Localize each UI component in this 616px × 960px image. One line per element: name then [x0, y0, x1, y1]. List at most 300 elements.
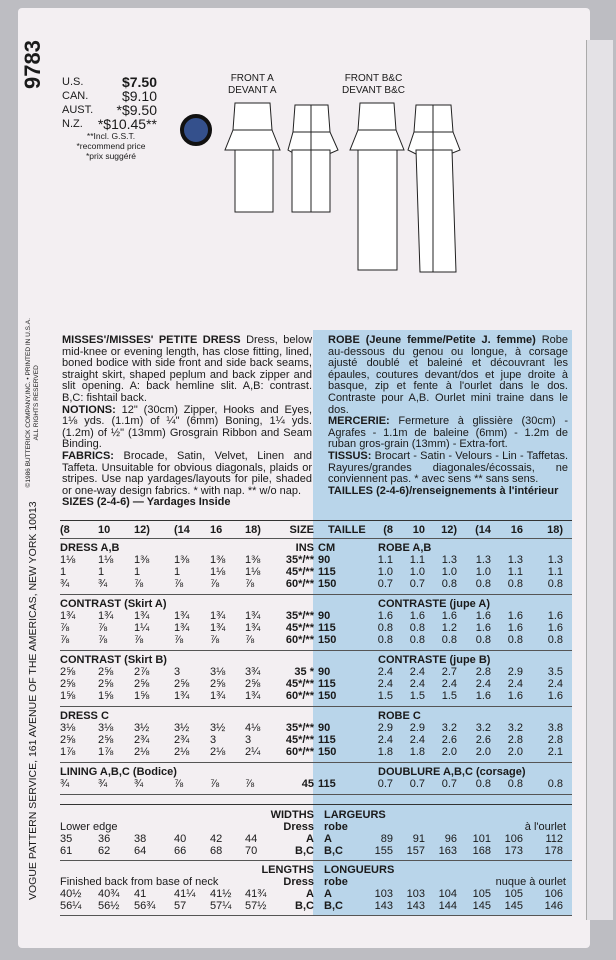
size-value-fr: 1.3	[475, 554, 491, 566]
view-label: B,C	[295, 845, 314, 857]
size-value: 1⅛	[245, 566, 261, 578]
size-value-fr: 168	[472, 845, 491, 857]
size-value-fr: 112	[545, 833, 563, 845]
size-value-fr: 1.0	[441, 566, 457, 578]
size-value: 56¼	[60, 900, 82, 912]
section-label: CONTRAST (Skirt B)	[60, 654, 167, 666]
width-ins: 35*/**	[285, 722, 314, 734]
size-value: (14	[174, 524, 190, 536]
size-value-fr: 0.8	[547, 634, 563, 646]
size-value-fr: 143	[374, 900, 393, 912]
size-value: 1⅜	[210, 554, 226, 566]
section-label-fr: DOUBLURE A,B,C (corsage)	[378, 766, 526, 778]
size-value-fr: 2.9	[409, 722, 425, 734]
size-value: ⅞	[174, 778, 184, 790]
size-value: 1¾	[245, 610, 261, 622]
yardage-row	[60, 778, 572, 790]
size-value-fr: 106	[544, 888, 563, 900]
size-value-fr: 18)	[547, 524, 563, 536]
size-value: ⅞	[210, 578, 220, 590]
dress-label: Dress	[283, 821, 314, 833]
width-cm: 150	[318, 746, 337, 758]
size-value-fr: 2.0	[441, 746, 457, 758]
size-value-fr: 1.2	[441, 622, 457, 634]
size-value-fr: 103	[374, 888, 393, 900]
size-value-fr: 3.2	[441, 722, 457, 734]
french-description	[328, 335, 568, 497]
size-value: 3	[245, 734, 252, 746]
caption-en: FRONT B&C	[344, 73, 403, 84]
size-value-fr: 89	[380, 833, 393, 845]
width-cm: 90	[318, 666, 331, 678]
size-value: ⅞	[174, 578, 184, 590]
size-value: 2⅝	[134, 678, 150, 690]
size-value: 1⅛	[98, 554, 114, 566]
size-value: 1⅛	[60, 554, 76, 566]
size-value: 1¾	[245, 622, 261, 634]
size-value: ⅞	[245, 578, 255, 590]
size-value: 44	[245, 833, 258, 845]
measure-title-en: WIDTHS	[270, 809, 314, 821]
size-value-fr: 143	[406, 900, 425, 912]
size-value: ⅞	[98, 634, 108, 646]
section-label: LINING A,B,C (Bodice)	[60, 766, 177, 778]
size-value-fr: 0.8	[377, 634, 393, 646]
size-value-fr: 2.0	[507, 746, 523, 758]
price-region: CAN.	[62, 90, 89, 102]
size-value: 2⅞	[134, 666, 150, 678]
width-cm: 115	[318, 734, 336, 746]
size-value-fr: 1.6	[547, 622, 563, 634]
size-value: ¾	[98, 778, 108, 790]
width-ins: 60*/**	[285, 578, 314, 590]
size-value: 56¾	[134, 900, 156, 912]
size-value-fr: 0.8	[475, 634, 491, 646]
size-value: 2¼	[245, 746, 261, 758]
size-value: 1⅝	[60, 690, 76, 702]
width-cm: 150	[318, 578, 337, 590]
size-value-fr: 2.4	[409, 678, 425, 690]
view-label-fr: B,C	[324, 900, 343, 912]
publisher-address: VOGUE PATTERN SERVICE, 161 AVENUE OF THE AMERICAS, NEW YORK 10013	[27, 501, 39, 900]
width-ins: 60*/**	[285, 746, 314, 758]
size-value-fr: 1.1	[547, 566, 563, 578]
yardage-row	[60, 722, 572, 734]
size-value-fr: 105	[472, 888, 491, 900]
measure-title	[60, 809, 572, 821]
size-value-fr: 0.8	[507, 634, 523, 646]
size-value: 1	[60, 566, 67, 578]
size-value: ¾	[60, 778, 70, 790]
caption-front-bc	[342, 73, 405, 97]
size-value: 16	[210, 524, 223, 536]
width-ins: 35 *	[294, 666, 314, 678]
size-value-fr: 0.8	[409, 622, 425, 634]
notions-text-fr: Fermeture à glissière (30cm) - Agrafes - 1.1m de baleine (6mm) - 1.2m de ruban gros-grain (13mm) - Extra-fort.	[328, 415, 568, 451]
width-ins: 45	[301, 778, 314, 790]
yardage-row	[60, 622, 572, 634]
measure-title-fr: LARGEURS	[324, 809, 386, 821]
size-value-fr: 12)	[441, 524, 457, 536]
size-value: 61	[60, 845, 73, 857]
price-value: $7.50	[121, 74, 157, 90]
size-value-fr: 1.3	[507, 554, 523, 566]
size-value: 2⅝	[60, 666, 76, 678]
size-value: 41¾	[245, 888, 267, 900]
size-value: 1¾	[210, 690, 226, 702]
size-value: 3⅛	[210, 666, 226, 678]
size-value-fr: 104	[438, 888, 457, 900]
size-value: 1	[174, 566, 181, 578]
size-value-fr: (8	[383, 524, 393, 536]
size-value: 1⅜	[245, 554, 261, 566]
measure-subtitle	[60, 876, 572, 888]
size-value: 57	[174, 900, 187, 912]
size-value: 2¾	[174, 734, 190, 746]
price-value: $9.10	[121, 88, 157, 104]
size-value: 56½	[98, 900, 120, 912]
yardage-row	[60, 610, 572, 622]
size-value-fr: 1.6	[547, 690, 563, 702]
size-value-fr: 0.8	[475, 778, 491, 790]
size-value: ⅞	[134, 634, 144, 646]
caption-front-a	[228, 73, 277, 97]
size-value: 3½	[210, 722, 226, 734]
size-value: 2⅝	[98, 678, 114, 690]
size-value: 41½	[210, 888, 232, 900]
size-value: 1⅞	[98, 746, 114, 758]
size-value: 1¾	[174, 690, 190, 702]
divider	[60, 804, 572, 805]
size-value: ⅞	[210, 634, 220, 646]
size-value-fr: 146	[544, 900, 563, 912]
view-label-fr: B,C	[324, 845, 343, 857]
size-value-fr: 2.4	[475, 678, 491, 690]
size-value: 1¾	[134, 610, 150, 622]
size-value-fr: 0.7	[409, 578, 425, 590]
size-value: ⅞	[134, 578, 144, 590]
width-cm: 115	[318, 678, 336, 690]
size-value-fr: 106	[504, 833, 523, 845]
size-value-fr: 1.6	[547, 610, 563, 622]
size-value: 2⅝	[60, 678, 76, 690]
section-label: DRESS A,B	[60, 542, 120, 554]
caption-fr: DEVANT A	[228, 85, 277, 96]
size-value: 1¾	[210, 610, 226, 622]
size-value: ⅞	[245, 778, 255, 790]
size-value-fr: 2.7	[441, 666, 457, 678]
ins-label: INS	[295, 542, 314, 554]
size-value: ⅞	[245, 634, 255, 646]
size-value-fr: 2.6	[441, 734, 457, 746]
size-value: 68	[210, 845, 223, 857]
size-value: 1¾	[60, 610, 76, 622]
size-value-fr: 1.5	[409, 690, 425, 702]
yardage-row	[60, 566, 572, 578]
size-value-fr: 1.5	[377, 690, 393, 702]
width-cm: 90	[318, 554, 331, 566]
view-label: A	[306, 833, 314, 845]
measure-subtitle-en: Lower edge	[60, 821, 118, 833]
size-value: 1⅝	[134, 690, 150, 702]
size-value-fr: 1.6	[475, 622, 491, 634]
size-value: ⅞	[60, 622, 70, 634]
size-value-fr: 2.4	[409, 666, 425, 678]
measure-row	[60, 900, 572, 912]
size-value-fr: 10	[412, 524, 425, 536]
yardage-row	[60, 690, 572, 702]
size-value: 1¾	[174, 610, 190, 622]
size-value: 62	[98, 845, 111, 857]
size-value-fr: 0.8	[377, 622, 393, 634]
sizes-note-fr: TAILLES (2-4-6)/renseignements à l'intérieur	[328, 484, 559, 497]
fabrics-label: FABRICS:	[62, 449, 114, 462]
size-value: ¾	[60, 578, 70, 590]
width-ins: 60*/**	[285, 690, 314, 702]
size-value-fr: (14	[475, 524, 491, 536]
size-value-fr: 1.8	[409, 746, 425, 758]
size-value-fr: 1.0	[409, 566, 425, 578]
size-value: 10	[98, 524, 111, 536]
cm-label: CM	[318, 542, 336, 554]
size-value-fr: 1.8	[377, 746, 393, 758]
size-value: 35	[60, 833, 73, 845]
caption-fr: DEVANT B&C	[342, 85, 405, 96]
dress-label: Dress	[283, 876, 314, 888]
size-value-fr: 157	[406, 845, 425, 857]
section-label: CONTRAST (Skirt A)	[60, 598, 167, 610]
size-value-fr: 16	[510, 524, 523, 536]
size-value-fr: 0.8	[441, 634, 457, 646]
width-cm: 150	[318, 634, 337, 646]
size-value-fr: 2.4	[547, 678, 563, 690]
size-value-fr: 1.1	[507, 566, 523, 578]
notions-label: NOTIONS:	[62, 403, 116, 416]
size-value-fr: 1.0	[377, 566, 393, 578]
size-value-fr: 2.4	[441, 678, 457, 690]
size-value: 1⅞	[60, 746, 76, 758]
size-value-fr: 0.7	[377, 578, 393, 590]
price-region: AUST.	[62, 104, 94, 116]
yardage-row	[60, 678, 572, 690]
size-value: (8	[60, 524, 70, 536]
size-value-fr: 2.9	[507, 666, 523, 678]
size-value-fr: 1.6	[409, 610, 425, 622]
size-value-fr: 105	[504, 888, 523, 900]
size-value: ⅞	[174, 634, 184, 646]
price-note: *prix suggéré	[85, 151, 137, 161]
width-cm: 90	[318, 722, 331, 734]
dress-bc-back	[408, 105, 460, 272]
size-value-fr: 2.4	[377, 734, 393, 746]
yardage-row	[60, 634, 572, 646]
size-value-fr: 0.8	[507, 578, 523, 590]
dress-a-front	[225, 103, 280, 212]
price-note: *recommend price	[76, 141, 146, 151]
measure-row	[60, 845, 572, 857]
size-value-fr: 2.4	[409, 734, 425, 746]
size-value: 1¾	[174, 622, 190, 634]
size-value: 3⅛	[60, 722, 76, 734]
copyright-line: ©1986 BUTTERICK COMPANY,INC. • PRINTED IN U.S.A.	[25, 318, 32, 488]
width-ins: 45*/**	[285, 734, 314, 746]
size-value-fr: 1.0	[475, 566, 491, 578]
spine-text	[20, 40, 46, 900]
size-value: 1⅛	[210, 566, 226, 578]
description-text-fr: Robe au-dessous du genou ou longue, à corsage ajusté doublé et baleiné et découvrant les épaules, coutures devant/dos et jupe droite à basque, zip et fente à l'ourlet dans le dos. Contraste pour A,B. Ourlet mini traine dans le dos.	[328, 334, 568, 416]
notions-label-fr: MERCERIE:	[328, 415, 390, 428]
measure-subtitle-en: Finished back from base of neck	[60, 876, 219, 888]
section-label-fr: CONTRASTE (jupe B)	[378, 654, 491, 666]
width-ins: 45*/**	[285, 678, 314, 690]
size-value: 57½	[245, 900, 267, 912]
yardage-row	[60, 746, 572, 758]
size-value: 12)	[134, 524, 150, 536]
divider	[60, 520, 572, 521]
size-value-fr: 91	[412, 833, 425, 845]
description-text: Dress, below mid-knee or evening length, has close fitting, lined, boned bodice with side front and side back seams, straight skirt, shaped peplum and back zipper and slit opening. A: back hemline slit. A,B: contrast. B,C: fishtail back.	[62, 334, 313, 404]
pattern-title: MISSES'/MISSES' PETITE DRESS	[62, 334, 241, 346]
size-value: 2⅛	[174, 746, 190, 758]
size-value: ¾	[98, 578, 108, 590]
size-value-fr: 3.2	[507, 722, 523, 734]
width-cm: 115	[318, 622, 336, 634]
width-ins: 45*/**	[285, 622, 314, 634]
width-ins: 35*/**	[285, 554, 314, 566]
section-label-fr: ROBE A,B	[378, 542, 432, 554]
size-value-fr: 155	[374, 845, 393, 857]
width-cm: 150	[318, 690, 337, 702]
size-value-fr: 2.1	[547, 746, 563, 758]
section-label-fr: CONTRASTE (jupe A)	[378, 598, 491, 610]
divider	[60, 594, 572, 595]
dress-a-back	[288, 105, 338, 212]
size-value: 40½	[60, 888, 82, 900]
size-value-fr: 0.8	[441, 578, 457, 590]
size-value-fr: 173	[504, 845, 523, 857]
size-value-fr: 2.8	[547, 734, 563, 746]
size-value-fr: 1.3	[441, 554, 457, 566]
size-value: 2⅝	[98, 734, 114, 746]
size-value-fr: 0.7	[377, 778, 393, 790]
size-value: 2⅛	[134, 746, 150, 758]
size-header-row	[60, 524, 572, 536]
size-value-fr: 3.5	[547, 666, 563, 678]
size-value-fr: 0.7	[409, 778, 425, 790]
size-value-fr: 0.8	[547, 778, 563, 790]
divider	[60, 538, 572, 539]
color-dot	[180, 114, 212, 146]
size-value-fr: 0.8	[409, 634, 425, 646]
size-value-fr: 103	[406, 888, 425, 900]
yardage-row	[60, 578, 572, 590]
width-ins: 60*/**	[285, 634, 314, 646]
size-value-fr: 1.6	[441, 610, 457, 622]
size-value-fr: 2.4	[377, 678, 393, 690]
size-value: 3⅛	[98, 722, 114, 734]
size-value: 2⅝	[245, 678, 261, 690]
measure-subtitle	[60, 821, 572, 833]
size-value-fr: 178	[544, 845, 563, 857]
size-value-fr: 0.8	[475, 578, 491, 590]
section-header	[60, 542, 572, 554]
dress-bc-front	[350, 103, 404, 270]
size-value-fr: 144	[438, 900, 457, 912]
size-value: 38	[134, 833, 147, 845]
size-value-fr: 1.3	[547, 554, 563, 566]
size-value: 2⅝	[98, 666, 114, 678]
size-value-fr: 2.8	[475, 666, 491, 678]
size-value-fr: 1.1	[377, 554, 393, 566]
measure-title-fr: LONGUEURS	[324, 864, 395, 876]
divider	[60, 794, 572, 795]
fabrics-text: Brocade, Satin, Velvet, Linen and Taffeta. Unsuitable for obvious diagonals, plaids or stripes. Use nap yardages/layouts for pile, shaded or one-way design fabrics. * with nap. ** w/o nap.	[62, 449, 313, 497]
size-value: 66	[174, 845, 187, 857]
size-value: 2⅝	[60, 734, 76, 746]
measure-note-fr: nuque à ourlet	[495, 876, 566, 888]
caption-en: FRONT A	[230, 73, 274, 84]
section-header	[60, 710, 572, 722]
section-header	[60, 598, 572, 610]
size-value: ⅞	[98, 622, 108, 634]
width-cm: 115	[318, 566, 336, 578]
size-value: 64	[134, 845, 147, 857]
price-region: U.S.	[62, 76, 84, 88]
size-value-fr: 101	[472, 833, 491, 845]
size-value: 40¾	[98, 888, 120, 900]
section-label: DRESS C	[60, 710, 109, 722]
divider	[60, 915, 572, 916]
size-value-fr: 0.8	[507, 778, 523, 790]
size-value: 1⅝	[98, 690, 114, 702]
divider	[60, 706, 572, 707]
size-value-fr: 2.6	[475, 734, 491, 746]
size-value: 1¾	[98, 610, 114, 622]
measure-note-fr: à l'ourlet	[524, 821, 566, 833]
size-value: 1¼	[134, 622, 150, 634]
size-value: 1⅜	[134, 554, 150, 566]
size-value-fr: 2.9	[377, 722, 393, 734]
taille-label: TAILLE	[328, 524, 366, 536]
size-value: 1¾	[210, 622, 226, 634]
size-value-fr: 2.0	[475, 746, 491, 758]
measure-row	[60, 833, 572, 845]
size-value-fr: 2.4	[507, 678, 523, 690]
size-value: 3½	[174, 722, 190, 734]
pattern-number: 9783	[20, 40, 45, 89]
size-value-fr: 3.2	[475, 722, 491, 734]
size-value-fr: 1.6	[475, 690, 491, 702]
divider	[60, 650, 572, 651]
size-value: 4⅛	[245, 722, 261, 734]
size-value-fr: 1.6	[507, 622, 523, 634]
yardage-row	[60, 734, 572, 746]
view-label-fr: A	[324, 833, 332, 845]
measure-title-en: LENGTHS	[261, 864, 314, 876]
size-value: ⅞	[210, 778, 220, 790]
divider	[60, 860, 572, 861]
price-value: *$10.45**	[97, 116, 157, 132]
view-label: A	[306, 888, 314, 900]
pattern-title-fr: ROBE (Jeune femme/Petite J. femme)	[328, 334, 536, 346]
size-value: 41	[134, 888, 147, 900]
section-label-fr: ROBE C	[378, 710, 421, 722]
size-value-fr: 0.7	[441, 778, 457, 790]
size-value: 2⅝	[174, 678, 190, 690]
yardage-row	[60, 554, 572, 566]
size-value-fr: 1.6	[507, 690, 523, 702]
size-value: 3	[210, 734, 217, 746]
